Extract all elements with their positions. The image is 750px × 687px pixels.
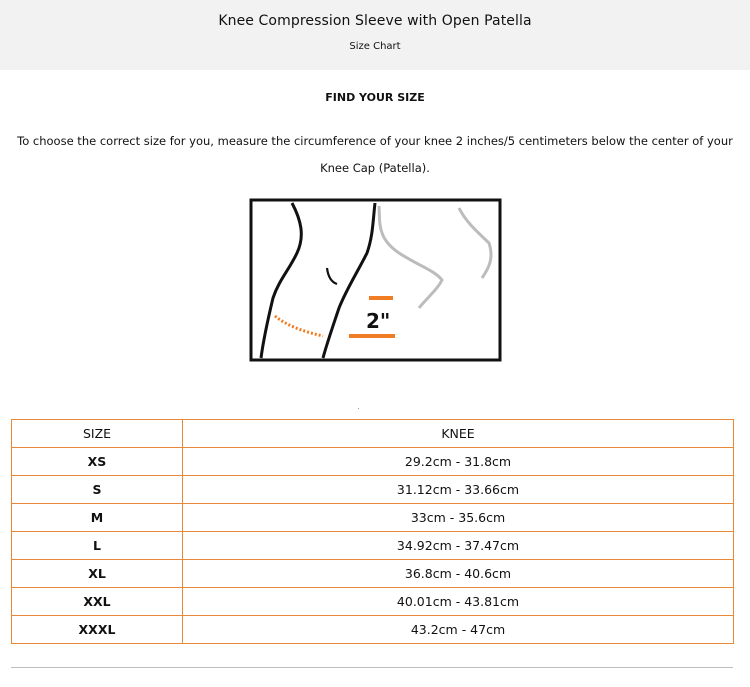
size-cell: XXL <box>12 588 183 616</box>
size-cell: XL <box>12 560 183 588</box>
bottom-divider <box>11 667 733 668</box>
table-row <box>12 504 734 532</box>
knee-range-cell: 29.2cm - 31.8cm <box>183 448 734 476</box>
table-header-row <box>12 420 734 448</box>
separator-dot <box>358 408 359 409</box>
table-row <box>12 476 734 504</box>
knee-measurement-diagram <box>249 198 502 362</box>
knee-range-cell: 40.01cm - 43.81cm <box>183 588 734 616</box>
size-cell: XXXL <box>12 616 183 644</box>
size-cell: L <box>12 532 183 560</box>
ghost-leg-outline <box>379 206 442 308</box>
table-row <box>12 448 734 476</box>
product-title: Knee Compression Sleeve with Open Patella <box>218 13 532 29</box>
knee-range-cell: 36.8cm - 40.6cm <box>183 560 734 588</box>
ghost-calf-outline <box>459 208 491 278</box>
measure-bar-bottom <box>349 334 395 338</box>
table-row <box>12 588 734 616</box>
leg-front-outline <box>261 203 301 358</box>
measure-bar-top <box>369 296 393 300</box>
circumference-dotted-line <box>275 316 323 336</box>
size-cell: M <box>12 504 183 532</box>
size-cell: XS <box>12 448 183 476</box>
knee-range-cell: 31.12cm - 33.66cm <box>183 476 734 504</box>
table-row <box>12 616 734 644</box>
find-your-size-heading: FIND YOUR SIZE <box>325 91 425 104</box>
size-cell: S <box>12 476 183 504</box>
size-chart-table <box>11 419 734 644</box>
knee-range-cell: 43.2cm - 47cm <box>183 616 734 644</box>
patella-mark <box>327 268 337 284</box>
knee-range-cell: 34.92cm - 37.47cm <box>183 532 734 560</box>
measuring-instructions: To choose the correct size for you, measure the circumference of your knee 2 inches/5 centimeters below the center of your Knee Cap (Patella). <box>17 134 733 175</box>
knee-range-cell: 33cm - 35.6cm <box>183 504 734 532</box>
size-chart-subtitle: Size Chart <box>349 41 401 52</box>
knee-column-header: KNEE <box>183 420 734 448</box>
page-header <box>0 0 750 70</box>
table-row <box>12 532 734 560</box>
measure-label: 2" <box>366 309 391 333</box>
size-column-header: SIZE <box>12 420 183 448</box>
table-row <box>12 560 734 588</box>
